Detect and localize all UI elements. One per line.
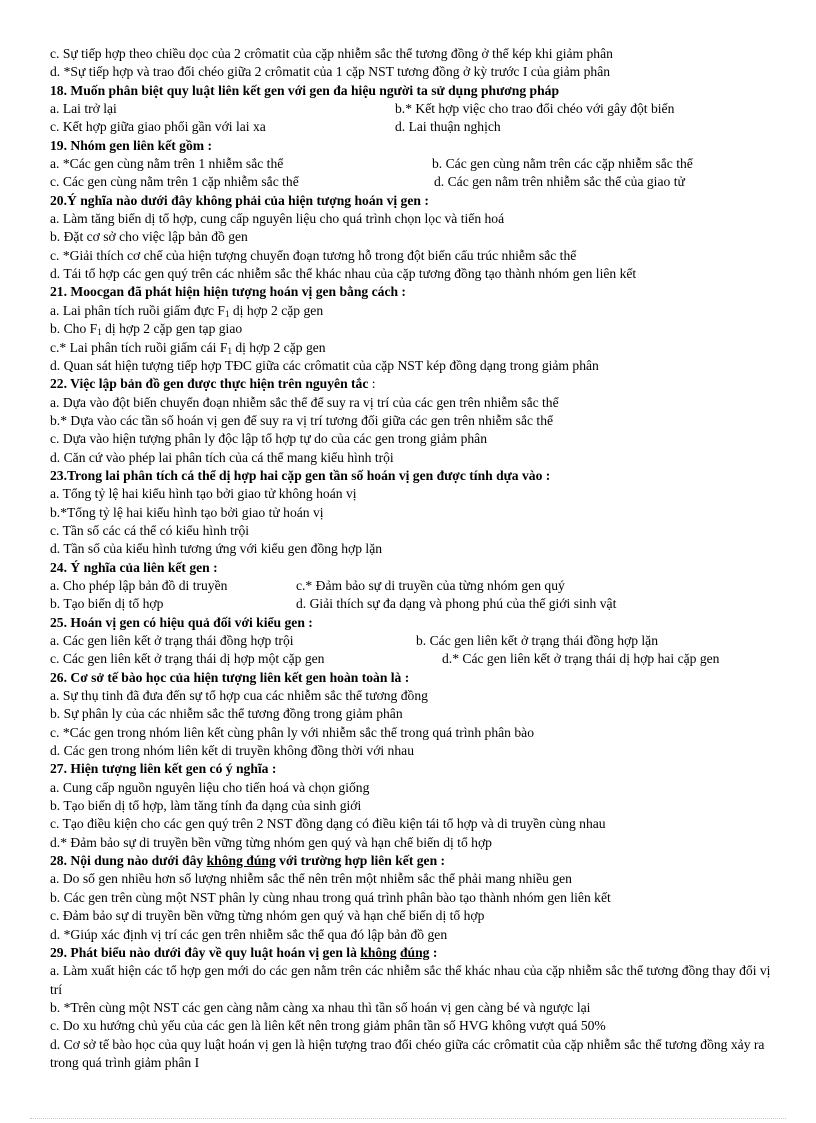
answer-option: c.* Đảm bảo sự di truyền của từng nhóm gen quý: [296, 577, 565, 593]
question-24: 24. Ý nghĩa của liên kết gen :: [50, 559, 218, 575]
answer-option: d.* Đảm bảo sự di truyền bền vững từng nhóm gen quý và hạn chế biến dị tổ hợp: [50, 834, 492, 850]
answer-option: [50, 320, 780, 338]
question-text: 28. Nội dung nào dưới đây: [50, 853, 207, 869]
answer-option: a. Lai trở lại: [50, 101, 117, 117]
answer-option: b. Các gen trên cùng một NST phân ly cùng nhau trong quá trình phân bào tạo thành nhóm gen liên kết: [50, 889, 611, 905]
answer-option: a. Các gen liên kết ở trạng thái đồng hợp trội: [50, 633, 294, 648]
answer-option: d. Tái tổ hợp các gen quý trên các nhiễm sắc thể khác nhau của cặp tương đồng tạo thành nhóm gen liên kết: [50, 266, 637, 282]
answer-option: c. Tần số các cá thể có kiểu hình trội: [50, 522, 250, 538]
answer-option: b. Các gen cùng nằm trên các cặp nhiễm sắc thể: [432, 156, 693, 172]
underlined-text: không: [360, 944, 397, 960]
answer-option: b. Tạo biến dị tổ hợp, làm tăng tính đa dạng của sinh giới: [50, 798, 362, 814]
answer-option: [50, 339, 780, 357]
answer-option: b.* Dựa vào các tần số hoán vị gen để suy ra vị trí tương đối giữa các gen trên nhiễm sắc thể: [50, 412, 554, 428]
answer-option: c. Tạo điều kiện cho các gen quý trên 2 NST đồng dạng có điều kiện tái tổ hợp và di truyền cùng nhau: [50, 816, 606, 832]
answer-option: a. Dựa vào đột biến chuyển đoạn nhiễm sắc thể để suy ra vị trí của các gen trên nhiễm sắc thể: [50, 394, 559, 410]
underlined-text: đúng: [399, 944, 430, 960]
answer-row: [50, 650, 780, 668]
answer-line: d. *Sự tiếp hợp và trao đổi chéo giữa 2 crômatit của 1 cặp NST tương đồng ở kỳ trước I của giảm phân: [50, 64, 611, 80]
answer-option: d.* Các gen liên kết ở trạng thái dị hợp hai cặp gen: [442, 651, 720, 667]
answer-text: dị hợp 2 cặp gen: [231, 339, 326, 355]
subscript: 1: [227, 345, 232, 356]
answer-option: d. Cơ sở tế bào học của quy luật hoán vị gen là hiện tượng trao đổi chéo giữa các crômatit của cặp nhiễm sắc thể tương đồng xảy ra trong quá trình giảm phân I: [50, 1036, 765, 1070]
answer-option: a. Làm tăng biến dị tổ hợp, cung cấp nguyên liệu cho quá trình chọn lọc và tiến hoá: [50, 211, 505, 227]
answer-text: dị hợp 2 cặp gen: [229, 302, 324, 318]
answer-text: b. Cho F: [50, 321, 98, 337]
answer-option: a. *Các gen cùng nằm trên 1 nhiễm sắc thể: [50, 156, 284, 172]
answer-option: c. Các gen cùng nằm trên 1 cặp nhiễm sắc thể: [50, 174, 299, 190]
answer-line: c. Sự tiếp hợp theo chiều dọc của 2 crômatit của cặp nhiễm sắc thể tương đồng ở thể kép khi giảm phân: [50, 46, 613, 61]
question-26: 26. Cơ sở tế bào học của hiện tượng liên kết gen hoàn toàn là :: [50, 669, 410, 685]
answer-option: a. Sự thụ tinh đã đưa đến sự tổ hợp cua các nhiễm sắc thể tương đồng: [50, 688, 428, 704]
question-19: 19. Nhóm gen liên kết gồm :: [50, 137, 212, 153]
question-22: [50, 375, 780, 393]
question-28: [50, 852, 780, 870]
answer-option: d. Căn cứ vào phép lai phân tích của cá thể mang kiểu hình trội: [50, 449, 394, 465]
answer-option: b. Sự phân ly của các nhiễm sắc thể tương đồng trong giảm phân: [50, 706, 403, 722]
answer-row: [50, 118, 780, 136]
answer-row: [50, 155, 780, 173]
answer-option: c. Kết hợp giữa giao phối gần với lai xa: [50, 119, 266, 135]
answer-option: a. Tổng tỷ lệ hai kiểu hình tạo bởi giao tử không hoán vị: [50, 486, 357, 502]
answer-option: b. Các gen liên kết ở trạng thái đồng hợp lặn: [416, 633, 659, 648]
answer-option: c. *Giải thích cơ chế của hiện tượng chuyển đoạn tương hỗ trong đột biến cấu trúc nhiễm sắc thể: [50, 247, 577, 263]
answer-option: c. Các gen liên kết ở trạng thái dị hợp một cặp gen: [50, 651, 325, 667]
answer-option: b. *Trên cùng một NST các gen càng nằm càng xa nhau thì tần số hoán vị gen càng bé và ngược lại: [50, 999, 591, 1015]
answer-row: [50, 595, 780, 613]
question-text: :: [368, 376, 376, 392]
underlined-text: không đúng: [206, 853, 276, 869]
answer-row: [50, 173, 780, 191]
question-27: 27. Hiện tượng liên kết gen có ý nghĩa :: [50, 761, 277, 777]
subscript: 1: [224, 308, 230, 319]
question-18: 18. Muốn phân biệt quy luật liên kết gen với gen đa hiệu người ta sử dụng phương pháp: [50, 82, 560, 98]
answer-option: c. *Các gen trong nhóm liên kết cùng phân ly với nhiễm sắc thể trong quá trình phân bào: [50, 724, 534, 740]
answer-text: c.* Lai phân tích ruồi giấm cái F: [50, 339, 228, 355]
answer-option: b.* Kết hợp việc cho trao đổi chéo với gây đột biến: [395, 101, 675, 117]
question-text: 22. Việc lập bản đồ gen được thực hiện trên nguyên tắc: [50, 376, 369, 392]
answer-option: a. Cho phép lập bản đồ di truyền: [50, 577, 228, 593]
question-text: :: [429, 944, 438, 960]
question-25: 25. Hoán vị gen có hiệu quả đối với kiểu gen :: [50, 614, 313, 630]
answer-row: [50, 632, 780, 650]
question-20: 20.Ý nghĩa nào dưới đây không phải của hiện tượng hoán vị gen :: [50, 192, 429, 208]
answer-option: d. Giải thích sự đa dạng và phong phú của thế giới sinh vật: [296, 596, 617, 612]
answer-option: a. Làm xuất hiện các tổ hợp gen mới do các gen nằm trên các nhiễm sắc thể khác nhau của cặp nhiễm sắc thể tương đồng thay đổi vị trí: [50, 963, 771, 997]
answer-option: d. Các gen trong nhóm liên kết di truyền không đồng thời với nhau: [50, 743, 414, 759]
answer-option: d. Các gen nằm trên nhiễm sắc thể của giao tử: [434, 174, 685, 190]
answer-option: b. Đặt cơ sở cho việc lập bản đồ gen: [50, 229, 248, 245]
answer-option: c. Do xu hướng chủ yếu của các gen là liên kết nên trong giảm phân tần số HVG không vượt quá 50%: [50, 1018, 606, 1034]
answer-option: d. Lai thuận nghịch: [395, 119, 501, 135]
question-text: với trường hợp liên kết gen :: [275, 853, 446, 869]
page-footer-divider: [30, 1118, 786, 1119]
answer-option: c. Đảm bảo sự di truyền bền vững từng nhóm gen quý và hạn chế biến dị tổ hợp: [50, 908, 485, 924]
answer-option: a. Cung cấp nguồn nguyên liệu cho tiến hoá và chọn giống: [50, 779, 370, 795]
answer-option: a. Do số gen nhiều hơn số lượng nhiễm sắc thể nên trên một nhiễm sắc thể phải mang nhiều gen: [50, 871, 572, 887]
answer-text: a. Lai phân tích ruồi giấm đực F: [50, 302, 225, 318]
document-page: [50, 45, 780, 1072]
answer-option: d. Quan sát hiện tượng tiếp hợp TĐC giữa các crômatit của cặp NST kép đồng dạng trong giảm phân: [50, 357, 599, 373]
answer-option: c. Dựa vào hiện tượng phân ly độc lập tổ hợp tự do của các gen trong giảm phân: [50, 431, 487, 447]
answer-text: dị hợp 2 cặp gen tạp giao: [101, 321, 243, 337]
answer-row: [50, 577, 780, 595]
question-21: 21. Moocgan đã phát hiện hiện tượng hoán vị gen bằng cách :: [50, 284, 406, 300]
answer-option: b. Tạo biến dị tổ hợp: [50, 596, 164, 612]
question-29: [50, 944, 780, 962]
question-text: 29. Phát biểu nào dưới đây về quy luật hoán vị gen là: [50, 944, 361, 960]
subscript: 1: [97, 327, 102, 338]
answer-option: d. *Giúp xác định vị trí các gen trên nhiễm sắc thể qua đó lập bản đồ gen: [50, 926, 448, 942]
question-23: 23.Trong lai phân tích cá thể dị hợp hai cặp gen tần số hoán vị gen được tính dựa vào :: [50, 467, 551, 483]
answer-option: [50, 302, 780, 320]
answer-option: d. Tần số của kiểu hình tương ứng với kiểu gen đồng hợp lặn: [50, 541, 383, 557]
answer-option: b.*Tổng tỷ lệ hai kiểu hình tạo bởi giao tử hoán vị: [50, 504, 324, 520]
answer-row: [50, 100, 780, 118]
